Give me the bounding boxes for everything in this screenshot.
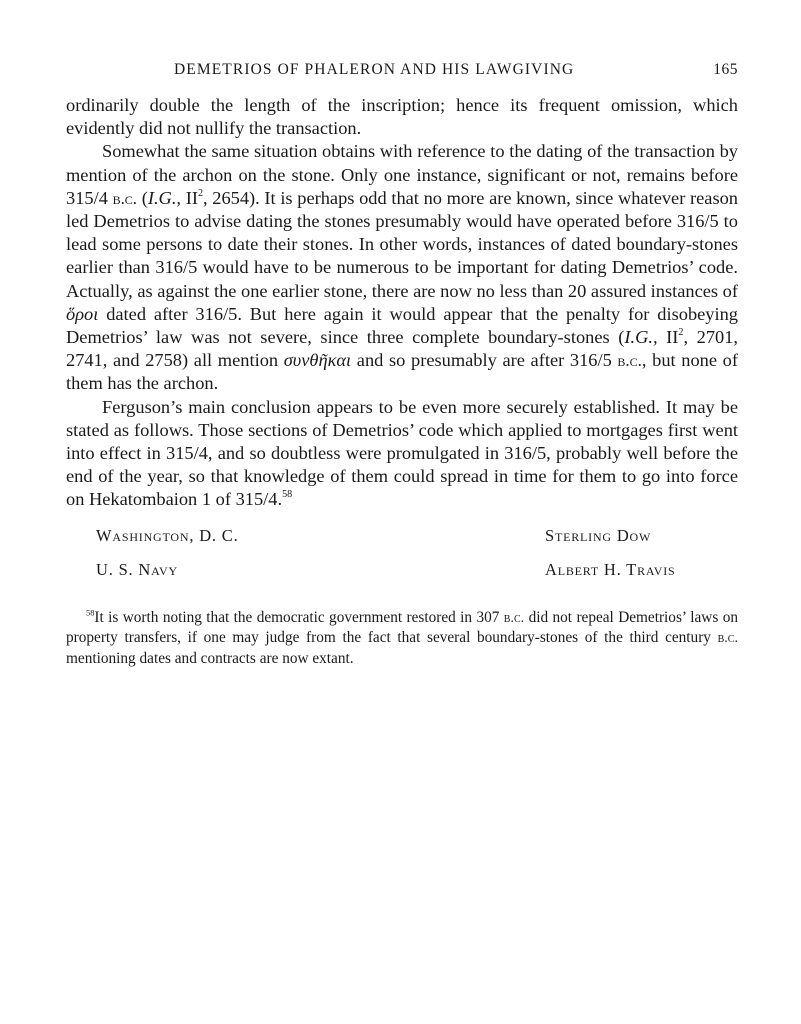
signature-affiliation: U. S. Navy bbox=[96, 559, 178, 579]
citation-ig: I.G., bbox=[624, 327, 658, 348]
page-number: 165 bbox=[713, 61, 738, 78]
footnote-text: mentioning dates and contracts are now extant. bbox=[66, 649, 354, 667]
paragraph-2-text: II bbox=[657, 327, 679, 348]
paragraph-2-text: dated after 316/5. But here again it would appear that the penalty for disobeying Demetrios’ law was not severe, since three complete boundary-stones ( bbox=[66, 303, 738, 348]
paragraph-2-text: , 2654). It is perhaps odd that no more are known, since whatever reason led Demetrios to advise dating the stones presumably would have operated before 316/5 to lead some persons to date their stones. In other words, instances of dated boundary-stones earlier than 316/5 would have to be numerous to be important for dating Demetrios’ code. Actually, as against the one earlier stone, there are now no less than 20 assured instances of bbox=[66, 187, 738, 301]
footnote bbox=[66, 608, 738, 669]
footnote-text: did not repeal Demetrios’ laws on property transfers, if one may judge from the fact that several boundary-stones of the third century bbox=[66, 608, 738, 647]
body-text bbox=[66, 94, 738, 512]
paragraph-2-text: , but none of them has the archon. bbox=[66, 350, 738, 394]
footnote-number: 58 bbox=[86, 607, 95, 617]
signature-block bbox=[66, 526, 738, 590]
footnote-reference: 58 bbox=[282, 489, 293, 501]
paragraph-3 bbox=[66, 396, 738, 512]
bc-abbreviation: b.c. bbox=[503, 609, 525, 626]
paragraph-2-text: , 2701, 2741, and 2758) all mention bbox=[66, 327, 739, 371]
running-head bbox=[66, 58, 738, 86]
footnote-text: It is worth noting that the democratic government restored in 307 bbox=[94, 608, 504, 626]
citation-ig: I.G., bbox=[147, 187, 182, 208]
author-name-1: Sterling Dow bbox=[545, 525, 652, 545]
bc-abbreviation: b.c. bbox=[717, 630, 738, 647]
greek-word: συνθῆκαι bbox=[283, 350, 352, 371]
running-title: DEMETRIOS OF PHALERON AND HIS LAWGIVING bbox=[174, 61, 575, 78]
paragraph-3-text: Ferguson’s main conclusion appears to be even more securely established. It may be stated as follows. Those sections of Demetrios’ code which applied to mortgages first went into effect in 315/4, and so doubtless were promulgated in 316/5, probably well before the end of the year, so that knowledge of them could spread in time for them to go into force on Hekatombaion 1 of 315/4. bbox=[66, 396, 738, 510]
paragraph-1: ordinarily double the length of the inscription; hence its frequent omission, which evidently did not nullify the transaction. bbox=[66, 95, 738, 139]
signature-place: Washington, D. C. bbox=[96, 525, 239, 545]
superscript: 2 bbox=[197, 187, 204, 199]
paragraph-2 bbox=[66, 140, 738, 395]
paragraph-2-text: and so presumably are after 316/5 bbox=[351, 350, 618, 371]
author-name-2: Albert H. Travis bbox=[545, 559, 676, 579]
superscript: 2 bbox=[678, 326, 684, 338]
paragraph-2-text: II bbox=[181, 187, 198, 208]
paragraph-2-text: ( bbox=[137, 187, 148, 208]
bc-abbreviation: b.c. bbox=[112, 188, 138, 208]
greek-word: ὅροι bbox=[66, 303, 99, 324]
page bbox=[66, 58, 738, 684]
paragraph-2-text: Somewhat the same situation obtains with reference to the dating of the transaction by mention of the archon on the stone. Only one instance, significant or not, remains before 315/4 bbox=[66, 141, 738, 208]
bc-abbreviation: b.c. bbox=[617, 351, 642, 371]
